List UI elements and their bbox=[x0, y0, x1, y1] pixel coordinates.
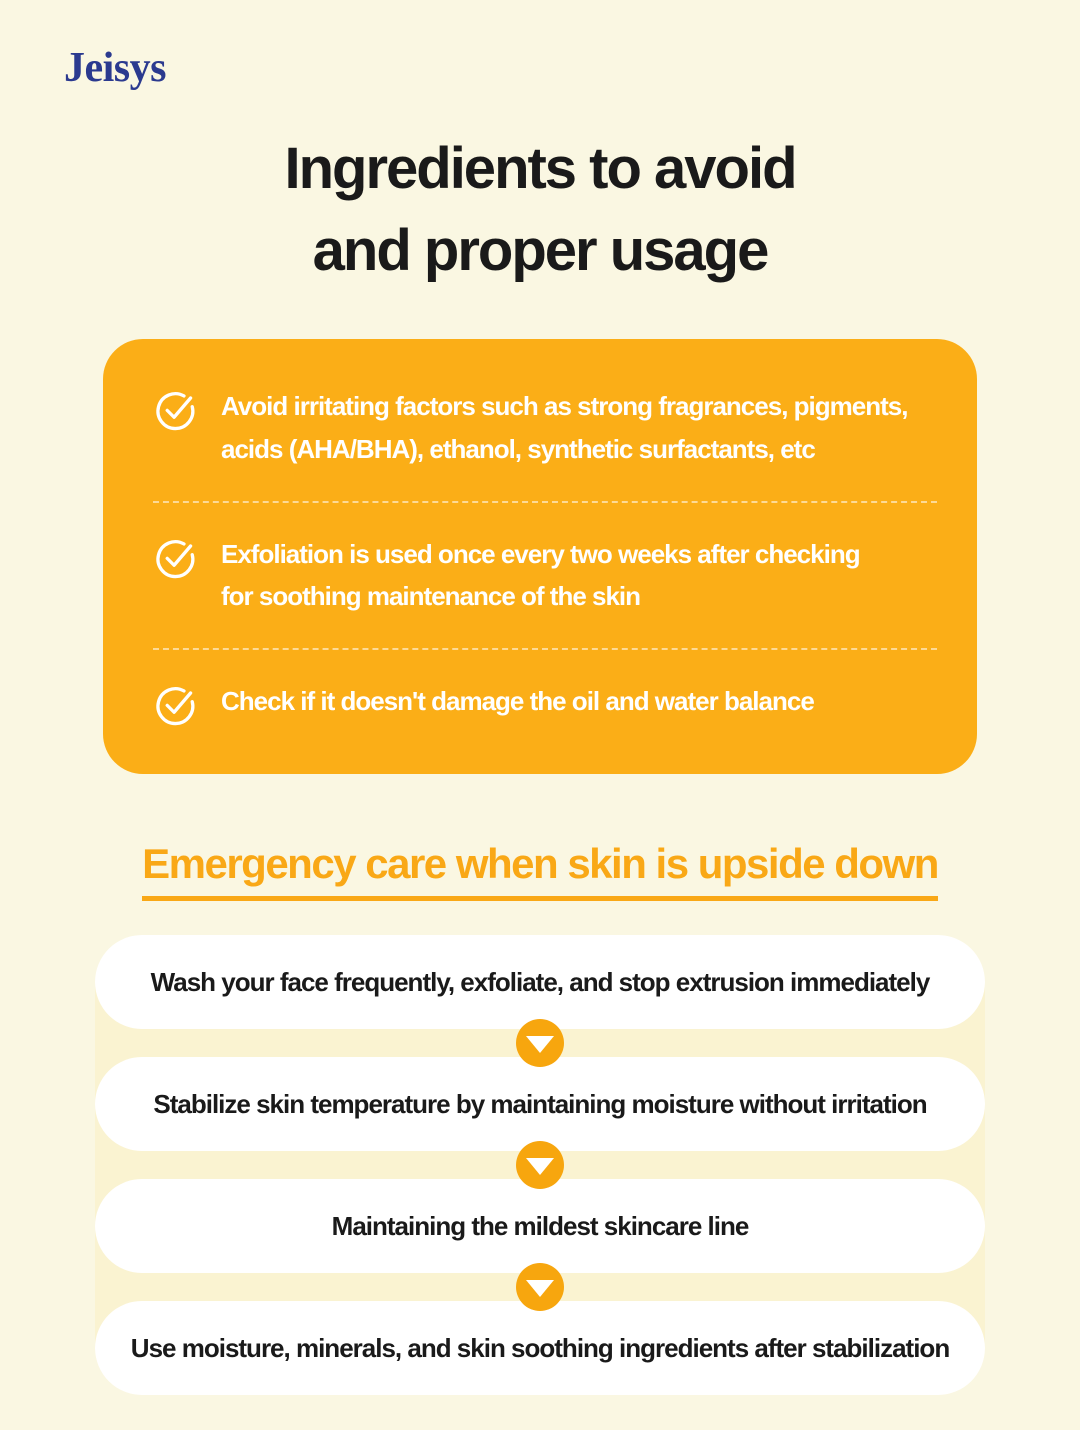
guideline-line: Exfoliation is used once every two weeks after checking bbox=[221, 538, 860, 569]
guidelines-card bbox=[103, 339, 977, 775]
flow-step-2 bbox=[95, 1057, 985, 1151]
guideline-item bbox=[153, 385, 937, 471]
brand-logo: Jeisys bbox=[64, 45, 166, 91]
flow-step-text: Wash your face frequently, exfoliate, and stop extrusion immediately bbox=[150, 966, 930, 997]
flow-step-text: Stabilize skin temperature by maintaining moisture without irritation bbox=[153, 1088, 927, 1119]
flow-step-4 bbox=[95, 1301, 985, 1395]
flow-step-3 bbox=[95, 1179, 985, 1273]
check-circle-icon bbox=[153, 682, 197, 726]
guideline-line: acids (AHA/BHA), ethanol, synthetic surfactants, etc bbox=[221, 433, 815, 464]
flow-step-text: Maintaining the mildest skincare line bbox=[331, 1210, 749, 1241]
header bbox=[0, 0, 1080, 92]
guideline-line: Check if it doesn't damage the oil and water balance bbox=[221, 686, 814, 717]
flow-connector bbox=[95, 1151, 985, 1179]
guideline-item bbox=[153, 680, 937, 726]
dashed-divider bbox=[153, 648, 937, 650]
arrow-down-icon bbox=[516, 1141, 564, 1189]
flow-connector bbox=[95, 1029, 985, 1057]
dashed-divider bbox=[153, 501, 937, 503]
guideline-line: Avoid irritating factors such as strong fragrances, pigments, bbox=[221, 390, 908, 421]
page-title-line-2: and proper usage bbox=[312, 218, 768, 284]
page-title-line-1: Ingredients to avoid bbox=[284, 136, 796, 201]
guideline-item bbox=[153, 533, 937, 619]
emergency-flow bbox=[95, 935, 985, 1395]
emergency-section bbox=[0, 840, 1080, 901]
guideline-text bbox=[221, 680, 814, 723]
guideline-text bbox=[221, 385, 907, 471]
page-title bbox=[0, 128, 1080, 293]
guideline-text bbox=[221, 533, 860, 619]
guideline-line: for soothing maintenance of the skin bbox=[221, 581, 641, 612]
arrow-down-icon bbox=[516, 1263, 564, 1311]
check-circle-icon bbox=[153, 535, 197, 579]
flow-step-1 bbox=[95, 935, 985, 1029]
flow-step-text: Use moisture, minerals, and skin soothing ingredients after stabilization bbox=[130, 1332, 950, 1363]
emergency-heading: Emergency care when skin is upside down bbox=[142, 840, 938, 901]
check-circle-icon bbox=[153, 387, 197, 431]
arrow-down-icon bbox=[516, 1019, 564, 1067]
flow-connector bbox=[95, 1273, 985, 1301]
